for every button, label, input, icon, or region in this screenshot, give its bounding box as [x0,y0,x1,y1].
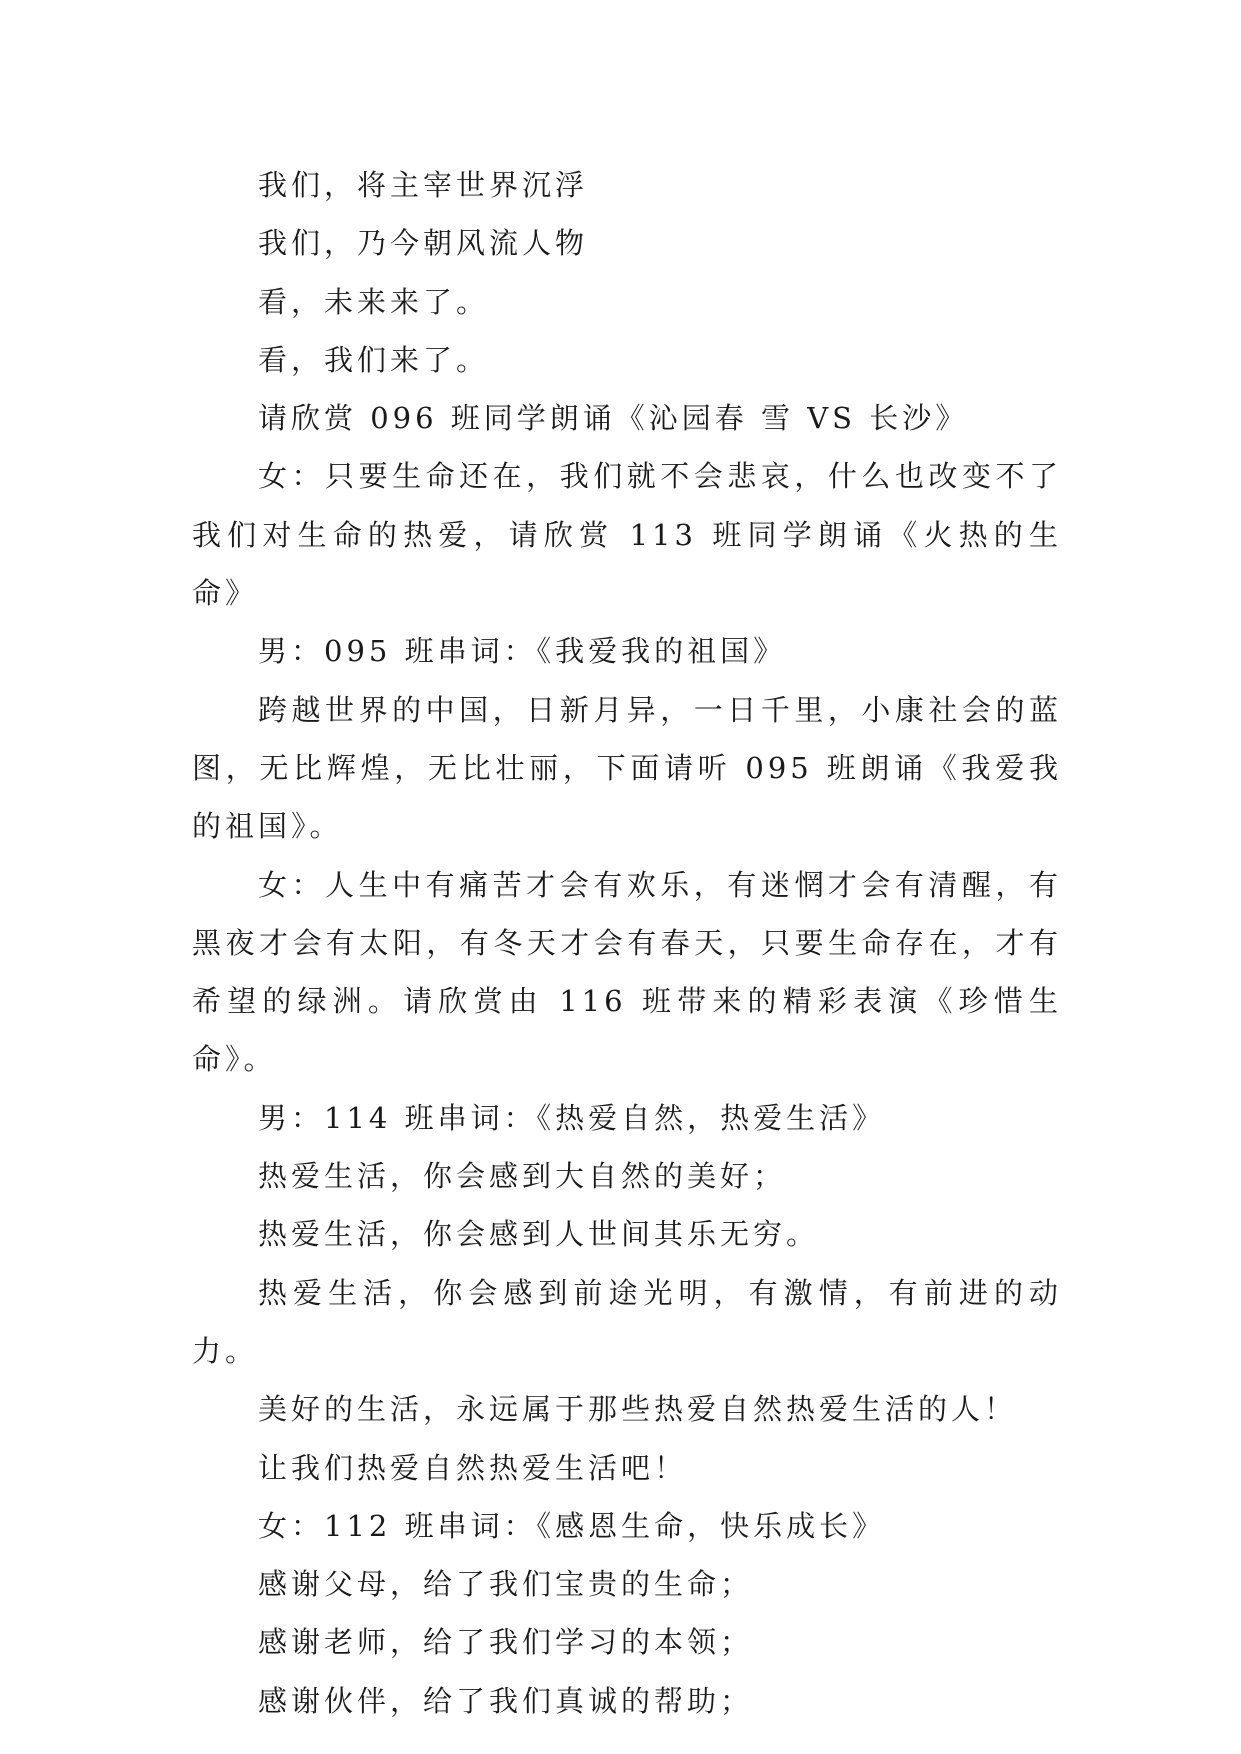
paragraph-12: 热爱生活，你会感到人世间其乐无穷。 [258,1217,820,1252]
paragraph-10: 男：114 班串词：《热爱自然，热爱生活》 [258,1100,886,1135]
paragraph-4: 看，我们来了。 [258,342,490,377]
paragraph-3: 看，未来来了。 [258,284,490,319]
paragraph-11: 热爱生活，你会感到大自然的美好； [258,1159,787,1194]
paragraph-14: 美好的生活，永远属于那些热爱自然热爱生活的人！ [258,1392,1018,1427]
paragraph-18: 感谢老师，给了我们学习的本领； [258,1625,754,1660]
paragraph-17: 感谢父母，给了我们宝贵的生命； [258,1567,754,1602]
paragraph-7: 男：095 班串词：《我爱我的祖国》 [258,634,787,669]
paragraph-1: 我们，将主宰世界沉浮 [258,168,589,202]
paragraph-6: 女：只要生命还在，我们就不会悲哀，什么也改变不了我们对生命的热爱，请欣赏 113 班同学朗诵《火热的生命》 [192,459,1062,611]
paragraph-19: 感谢伙伴，给了我们真诚的帮助； [258,1683,754,1718]
paragraph-9: 女：人生中有痛苦才会有欢乐，有迷惘才会有清醒，有黑夜才会有太阳，有冬天才会有春天，只要生命存在，才有希望的绿洲。请欣赏由 116 班带来的精彩表演《珍惜生命》。 [192,867,1062,1077]
paragraph-5: 请欣赏 096 班同学朗诵《沁园春 雪 VS 长沙》 [258,401,969,436]
paragraph-2: 我们，乃今朝风流人物 [258,226,589,261]
paragraph-13: 热爱生活，你会感到前途光明，有激情，有前进的动力。 [192,1275,1062,1368]
document-body [192,156,1062,1730]
paragraph-16: 女：112 班串词：《感恩生命，快乐成长》 [258,1508,886,1543]
paragraph-8: 跨越世界的中国，日新月异，一日千里，小康社会的蓝图，无比辉煌，无比壮丽，下面请听 095 班朗诵《我爱我的祖国》。 [192,692,1062,844]
paragraph-15: 让我们热爱自然热爱生活吧！ [258,1450,688,1485]
